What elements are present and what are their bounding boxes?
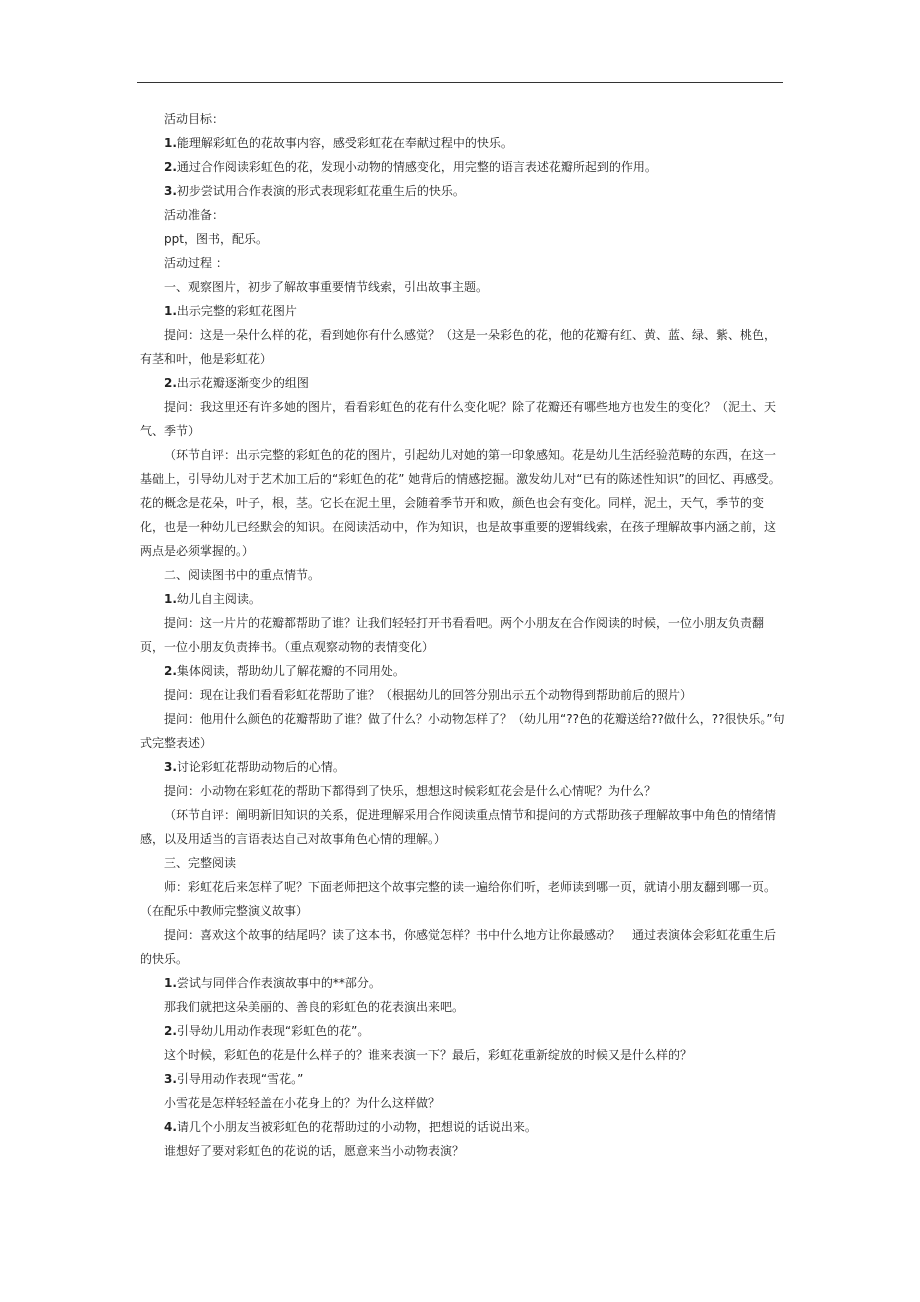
item-text: 请几个小朋友当被彩虹色的花帮助过的小动物，把想说的话说出来。	[176, 1120, 537, 1134]
text-line: 提问：现在让我们看看彩虹花帮助了谁？（根据幼儿的回答分别出示五个动物得到帮助前后的照片）	[164, 688, 693, 702]
text-line: 二、阅读图书中的重点情节。	[164, 568, 321, 582]
item-number: 2.	[164, 160, 177, 174]
paragraph: 提问：这一片片的花瓣都帮助了谁？让我们轻轻打开书看看吧。两个小朋友在合作阅读的时候，一位小朋友负责翻页，一位小朋友负责捧书。（重点观察动物的表情变化）	[140, 616, 765, 654]
item-number: 1.	[164, 592, 177, 606]
numbered-item	[140, 755, 785, 779]
text-line: 这个时候，彩虹色的花是什么样子的？谁来表演一下？最后，彩虹花重新绽放的时候又是什么样的？	[164, 1048, 693, 1062]
item-number: 2.	[164, 664, 177, 678]
numbered-item	[140, 155, 785, 179]
header-rule	[137, 82, 783, 83]
numbered-item	[140, 299, 785, 323]
text-line: 那我们就把这朵美丽的、善良的彩虹色的花表演出来吧。	[164, 1000, 465, 1014]
item-number: 1.	[164, 304, 177, 318]
numbered-item	[140, 131, 785, 155]
numbered-item	[140, 371, 785, 395]
item-number: 2.	[164, 376, 177, 390]
paragraph: 提问：这是一朵什么样的花，看到她你有什么感觉？（这是一朵彩色的花，他的花瓣有红、黄、蓝、绿、紫、桃色，有茎和叶，他是彩虹花）	[140, 328, 777, 366]
item-number: 3.	[164, 760, 177, 774]
item-text: 能理解彩虹色的花故事内容，感受彩虹花在奉献过程中的快乐。	[176, 136, 513, 150]
item-text: 引导幼儿用动作表现“彩虹色的花”。	[176, 1024, 370, 1038]
paragraph: 师：彩虹花后来怎样了呢？下面老师把这个故事完整的读一遍给你们听，老师读到哪一页，就请小朋友翻到哪一页。（在配乐中教师完整演义故事）	[140, 880, 777, 918]
paragraph: 提问：他用什么颜色的花瓣帮助了谁？做了什么？小动物怎样了？（幼儿用“??色的花瓣送给??做什么，??很快乐。”句式完整表述）	[140, 712, 785, 750]
item-text: 集体阅读，帮助幼儿了解花瓣的不同用处。	[176, 664, 405, 678]
paragraph: （环节自评：出示完整的彩虹色的花的图片，引起幼儿对她的第一印象感知。花是幼儿生活经验范畴的东西，在这一基础上，引导幼儿对于艺术加工后的“彩虹色的花” 她背后的情感挖掘。激发幼儿对“已有的陈述性知识”的回忆、再感受。花的概念是花朵，叶子，根，茎。它长在泥土里，会随着季节开和败，颜色也会有变化。同样，泥土，天气，季节的变化，也是一种幼儿已经默会的知识。在阅读活动中，作为知识，也是故事重要的逻辑线索，在孩子理解故事内涵之前，这两点是必须掌握的。）	[140, 448, 781, 558]
item-text: 出示完整的彩虹花图片	[176, 304, 297, 318]
item-text: 通过合作阅读彩虹色的花，发现小动物的情感变化，用完整的语言表述花瓣所起到的作用。	[176, 160, 657, 174]
item-number: 1.	[164, 976, 177, 990]
text-line: 活动准备：	[164, 208, 225, 222]
text-line: ppt，图书，配乐。	[164, 232, 268, 246]
numbered-item	[140, 1115, 785, 1139]
paragraph: （环节自评：阐明新旧知识的关系，促进理解采用合作阅读重点情节和提问的方式帮助孩子理解故事中角色的情绪情感，以及用适当的言语表达自己对故事角色心情的理解。）	[140, 808, 777, 846]
item-text: 幼儿自主阅读。	[176, 592, 261, 606]
item-text: 讨论彩虹花帮助动物后的心情。	[176, 760, 345, 774]
numbered-item	[140, 179, 785, 203]
item-number: 3.	[164, 184, 177, 198]
numbered-item	[140, 659, 785, 683]
item-number: 2.	[164, 1024, 177, 1038]
text-line: 活动过程 ：	[164, 256, 228, 270]
text-line: 提问：小动物在彩虹花的帮助下都得到了快乐，想想这时候彩虹花会是什么心情呢？为什么？	[164, 784, 657, 798]
item-number: 1.	[164, 136, 177, 150]
paragraph: 提问：喜欢这个故事的结尾吗？读了这本书，你感觉怎样？书中什么地方让你最感动？ 通过表演体会彩虹花重生后的快乐。	[140, 928, 777, 966]
item-text: 初步尝试用合作表演的形式表现彩虹花重生后的快乐。	[176, 184, 465, 198]
text-line: 三、完整阅读	[164, 856, 237, 870]
document-body	[140, 107, 785, 1163]
item-number: 4.	[164, 1120, 177, 1134]
item-text: 出示花瓣逐渐变少的组图	[176, 376, 309, 390]
text-line: 谁想好了要对彩虹色的花说的话，愿意来当小动物表演？	[164, 1144, 465, 1158]
numbered-item	[140, 971, 785, 995]
text-line: 一、观察图片，初步了解故事重要情节线索，引出故事主题。	[164, 280, 489, 294]
numbered-item	[140, 587, 785, 611]
item-number: 3.	[164, 1072, 177, 1086]
text-line: 小雪花是怎样轻轻盖在小花身上的？为什么这样做？	[164, 1096, 441, 1110]
item-text: 尝试与同伴合作表演故事中的**部分。	[176, 976, 381, 990]
item-text: 引导用动作表现“雪花。”	[176, 1072, 304, 1086]
numbered-item	[140, 1067, 785, 1091]
numbered-item	[140, 1019, 785, 1043]
text-line: 活动目标：	[164, 112, 225, 126]
paragraph: 提问：我这里还有许多她的图片，看看彩虹色的花有什么变化呢？除了花瓣还有哪些地方也发生的变化？（泥土、天气、季节）	[140, 400, 777, 438]
